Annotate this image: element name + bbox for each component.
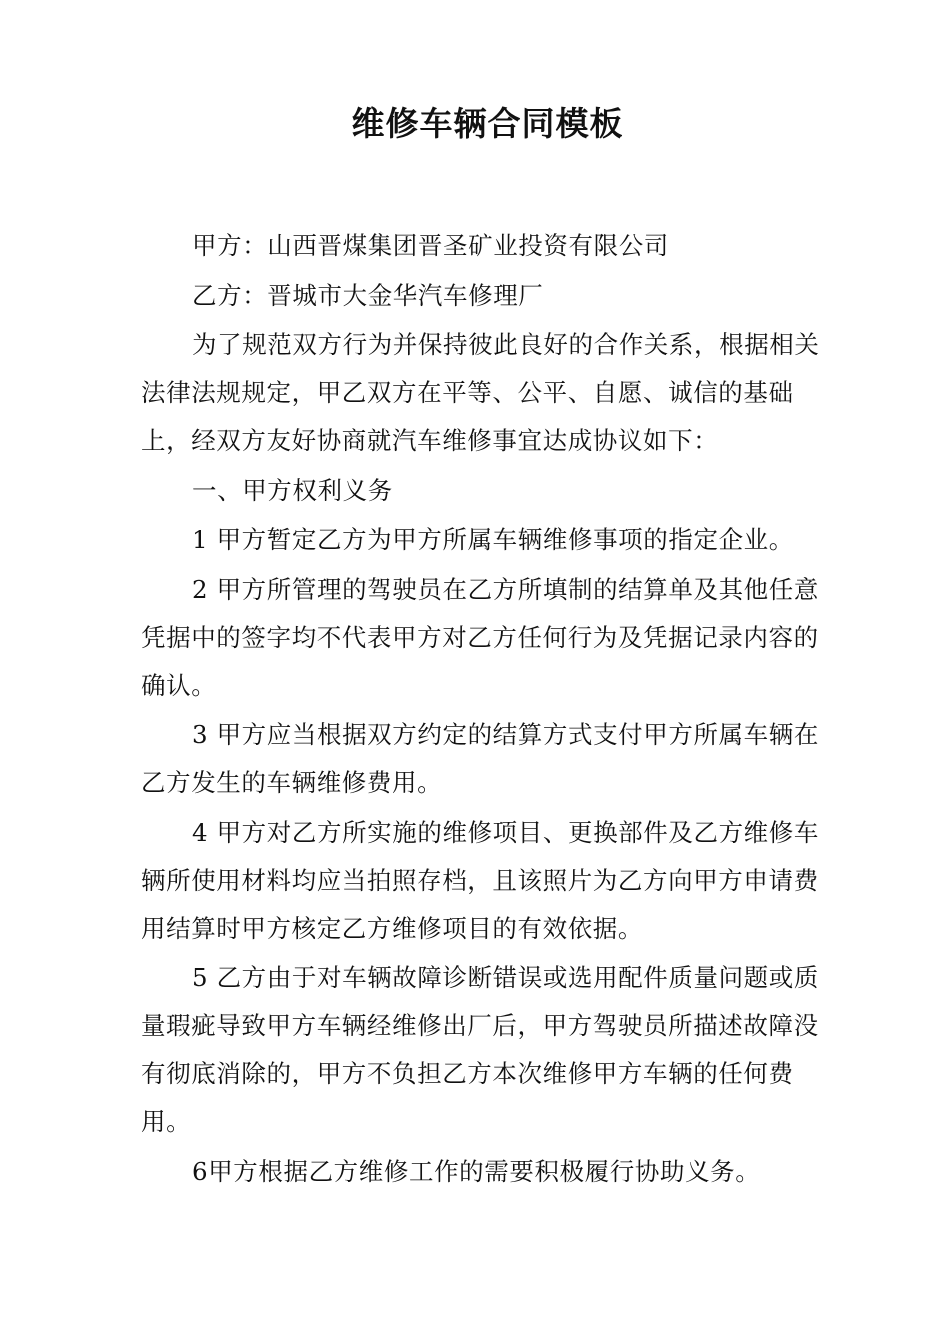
section-heading-party-a-rights: 一、甲方权利义务 xyxy=(192,475,393,505)
preamble-paragraph: 为了规范双方行为并保持彼此良好的合作关系，根据相关法律法规规定，甲乙双方在平等、公平、自愿、诚信的基础上，经双方友好协商就汽车维修事宜达成协议如下： xyxy=(141,330,820,455)
party-a-line: 甲方：山西晋煤集团晋圣矿业投资有限公司 xyxy=(192,231,669,260)
party-b-line: 乙方：晋城市大金华汽车修理厂 xyxy=(192,280,544,310)
clause-3: 3 甲方应当根据双方约定的结算方式支付甲方所属车辆在乙方发生的车辆维修费用。 xyxy=(141,720,819,797)
document-body xyxy=(141,222,841,1197)
clause-1: 1 甲方暂定乙方为甲方所属车辆维修事项的指定企业。 xyxy=(192,525,794,554)
clause-5: 5 乙方由于对车辆故障诊断错误或选用配件质量问题或质量瑕疵导致甲方车辆经维修出厂后，甲方驾驶员所描述故障没有彻底消除的，甲方不负担乙方本次维修甲方车辆的任何费用。 xyxy=(141,963,819,1136)
clause-2: 2 甲方所管理的驾驶员在乙方所填制的结算单及其他任意凭据中的签字均不代表甲方对乙方任何行为及凭据记录内容的确认。 xyxy=(141,574,819,700)
clause-4: 4 甲方对乙方所实施的维修项目、更换部件及乙方维修车辆所使用材料均应当拍照存档，且该照片为乙方向甲方申请费用结算时甲方核定乙方维修项目的有效依据。 xyxy=(141,817,819,943)
document-title: 维修车辆合同模板 xyxy=(351,104,624,143)
clause-6: 6甲方根据乙方维修工作的需要积极履行协助义务。 xyxy=(192,1156,761,1186)
